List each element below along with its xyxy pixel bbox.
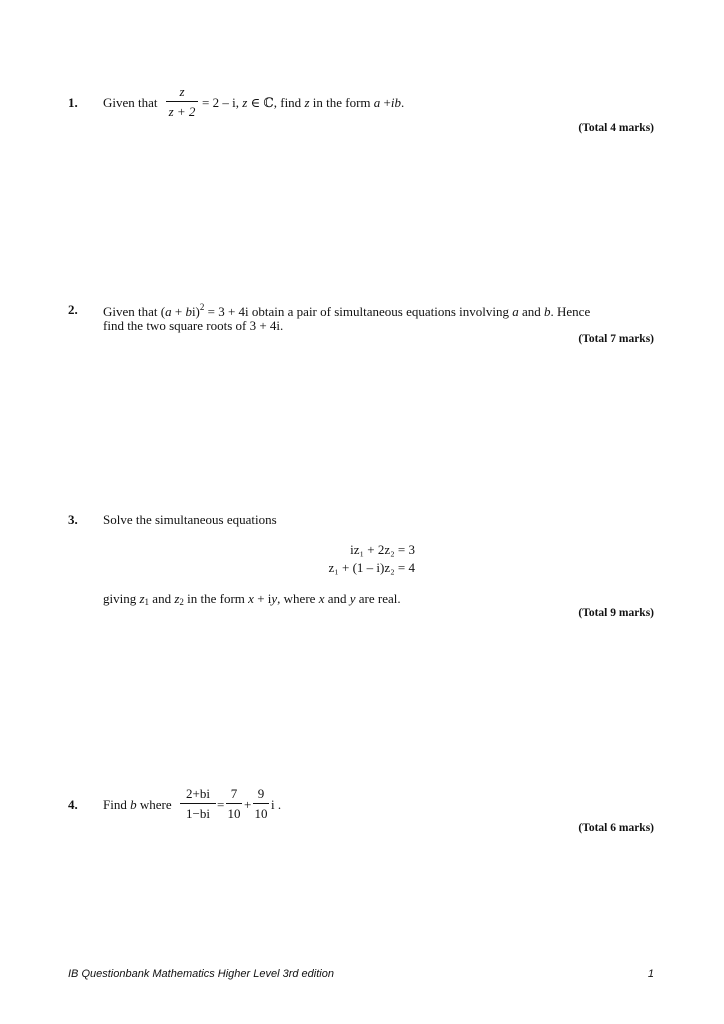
text-run: in the form: [312, 95, 371, 110]
total-marks: (Total 6 marks): [578, 822, 654, 834]
text-run: in the form: [187, 591, 245, 606]
text-run: i): [191, 304, 200, 319]
question-text-tail: i .: [271, 797, 282, 812]
text-run: and: [152, 591, 172, 606]
subscript: 2: [179, 597, 184, 607]
fraction-numerator: 9: [257, 786, 265, 801]
text-run: , where: [277, 591, 316, 606]
question-number: 2.: [68, 302, 78, 317]
question-text: [103, 798, 172, 811]
fraction-denominator: 1−bi: [186, 806, 210, 821]
variable: b: [544, 304, 551, 319]
fraction-denominator: 10: [254, 806, 268, 821]
text-run: ℂ, find: [263, 95, 302, 110]
total-marks: (Total 9 marks): [578, 607, 654, 619]
fraction-numerator: z: [179, 84, 185, 99]
text-run: +: [383, 95, 391, 110]
question-text: [103, 303, 590, 318]
text-run: = 3 + 4i obtain a pair of simultaneous equations involving: [207, 304, 509, 319]
text-run: are real.: [358, 591, 401, 606]
text-run: and: [327, 591, 347, 606]
question-text: [202, 96, 404, 109]
text-run: where: [139, 797, 172, 812]
plus-sign: +: [244, 797, 252, 812]
question-text-line2: find the two square roots of 3 + 4i.: [103, 318, 284, 333]
footer-source: IB Questionbank Mathematics Higher Level 3rd edition: [68, 968, 334, 980]
variable: b: [130, 797, 137, 812]
equals-sign: =: [217, 797, 225, 812]
variable: b: [185, 304, 192, 319]
text-run: . Hence: [550, 304, 591, 319]
question-outro: [103, 592, 401, 607]
variable: z: [139, 591, 145, 606]
fraction: [180, 787, 216, 820]
fraction: [166, 85, 198, 118]
fraction: [253, 787, 269, 820]
question-number: 4.: [68, 797, 78, 812]
question-number: 1.: [68, 95, 78, 110]
variable: a: [512, 304, 519, 319]
question-number: 3.: [68, 512, 78, 527]
text-run: giving: [103, 591, 137, 606]
page-number: 1: [647, 968, 654, 980]
subscript: 1: [144, 597, 150, 607]
fraction-numerator: 2+bi: [186, 786, 210, 801]
fraction-bar: [180, 803, 216, 804]
fraction: [226, 787, 242, 820]
fraction-denominator: z + 2: [168, 104, 196, 119]
fraction-denominator: 10: [227, 806, 241, 821]
superscript: 2: [199, 302, 205, 312]
variable: x: [318, 591, 325, 606]
total-marks: (Total 7 marks): [578, 333, 654, 345]
variable: x: [248, 591, 254, 606]
variable: z: [174, 591, 180, 606]
variable: a: [373, 95, 381, 110]
text-run: ∈: [250, 95, 261, 110]
variable: ib: [390, 95, 401, 110]
equation-2: z₁ + (1 – i)z₂ = 4: [328, 560, 415, 575]
equation-1: iz₁ + 2z₂ = 3: [350, 542, 415, 557]
text-run: Find: [103, 797, 127, 812]
fraction-numerator: 7: [230, 786, 238, 801]
fraction-bar: [253, 803, 269, 804]
variable: a: [165, 304, 172, 319]
text-run: + i: [257, 591, 272, 606]
fraction-bar: [226, 803, 242, 804]
total-marks: (Total 4 marks): [578, 122, 654, 134]
variable: y: [349, 591, 356, 606]
question-text: Given that: [103, 95, 158, 110]
text-run: +: [174, 304, 183, 319]
question-intro: Solve the simultaneous equations: [103, 512, 277, 527]
text-run: .: [400, 95, 405, 110]
variable: y: [271, 591, 278, 606]
text-run: and: [521, 304, 541, 319]
fraction-bar: [166, 101, 198, 102]
text-run: Given that (: [103, 304, 166, 319]
variable: z: [304, 95, 310, 110]
text-run: = 2 – i,: [202, 95, 239, 110]
variable: z: [242, 95, 248, 110]
